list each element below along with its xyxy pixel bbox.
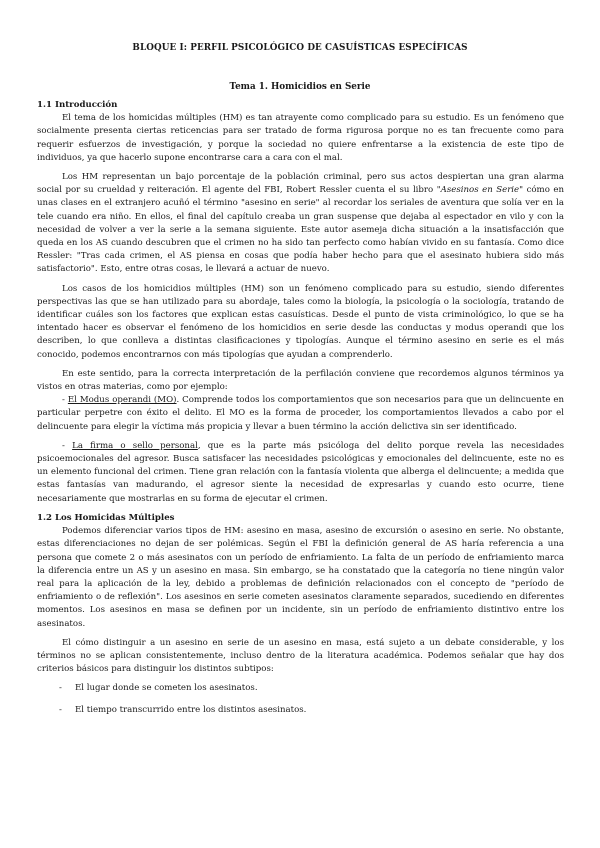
list-item-text: El tiempo transcurrido entre los distintos asesinatos. (75, 704, 307, 715)
criteria-list (37, 682, 564, 716)
definition-text: , que es la parte más psicóloga del delito porque revela las necesidades psicoemocionales del agresor. Busca satisfacer las necesidades psicológicas y emocionales del delincuente, este no es un elemento funcional del crimen. Tiene gran relación con la fantasía violenta que alberga el delincuente; a medida que estas fantasías van madurando, el agresor siente la necesidad de expresarlas y cuando esto ocurre, tiene necesariamente que mostrarlas en su forma de ejecutar el crimen. (37, 440, 565, 504)
definition-modus-operandi (37, 394, 564, 434)
document-body (37, 99, 564, 725)
paragraph-intro-2 (37, 171, 564, 277)
section-heading-homicidas-multiples: 1.2 Los Homicidas Múltiples (37, 512, 175, 523)
paragraph-intro-3: Los casos de los homicidios múltiples (HM) son un fenómeno complicado para su estudio, siendo diferentes perspectivas las que se han utilizado para su abordaje, tales como la biología, la psicología o la sociología, tratando de identificar cuáles son los factores que explican estas casuísticas. Desde el punto de vista criminológico, lo que se ha intentado hacer es observar el fenómeno de los homicidios en serie desde las conductas y modus operandi que los describen, lo que conlleva a distintas clasificaciones y tipologías. Aunque el término asesino en serie es el más conocido, podemos encontrarnos con más tipologías que ayudan a comprenderlo. (37, 283, 564, 360)
dash-mark: - (62, 440, 65, 451)
definition-text: . Comprende todos los comportamientos que son necesarios para que un delincuente en particular perpetre con éxito el delito. El MO es la forma de proceder, los comportamientos llevados a cabo por el delincuente para elegir la víctima más propicia y llevar a buen término la acción delictiva sin ser identificado. (37, 395, 564, 432)
dash-mark: - (59, 704, 62, 715)
paragraph-intro-1: El tema de los homicidas múltiples (HM) es tan atrayente como complicado para su estudio. Es un fenómeno que socialmente presenta ciertas reticencias para ser tratado de forma rigurosa porque no es tan frecuente como para requerir esfuerzos de investigación, y porque la sociedad no quiere enfrentarse a la existencia de este tipo de individuos, ya que hacerlo supone encontrarse cara a cara con el mal. (37, 113, 564, 163)
section-heading-introduccion: 1.1 Introducción (37, 100, 118, 110)
paragraph-text: Los HM representan un bajo porcentaje de la población criminal, pero sus actos despiertan una gran alarma social por su crueldad y reiteración. El agente del FBI, Robert Ressler cuenta el su libro (37, 172, 564, 196)
paragraph-hm-2: El cómo distinguir a un asesino en serie de un asesino en masa, está sujeto a un debate considerable, y los términos no se aplican consistentemente, incluso dentro de la literatura académica. Podemos señalar que hay dos criterios básicos para distinguir los distintos subtipos: (37, 637, 564, 675)
book-title: "Asesinos en Serie" (436, 185, 524, 196)
dash-mark: - (59, 683, 62, 694)
list-item (37, 704, 564, 717)
term-firma: La firma o sello personal (72, 440, 198, 451)
paragraph-hm-1: Podemos diferenciar varios tipos de HM: asesino en masa, asesino de excursión o asesino en serie. No obstante, estas diferenciaciones no dejan de ser polémicas. Según el FBI la definición general de AS haría referencia a una persona que comete 2 o más asesinatos con un período de enfriamiento. La falta de un período de enfriamiento marca la diferencia entre un AS y un asesino en masa. Sin embargo, se ha constatado que la categoría no tiene ningún valor real para la aplicación de la ley, debido a problemas de definición relacionados con el concepto de "período de enfriamiento o de reflexión". Los asesinos en serie cometen asesinatos claramente separados, sucediendo en diferentes momentos. Los asesinos en masa se definen por un incidente, sin un período de enfriamiento distintivo entre los asesinatos. (37, 526, 564, 629)
paragraph-intro-4: En este sentido, para la correcta interpretación de la perfilación conviene que recordemos algunos términos ya vistos en otras materias, como por ejemplo: (37, 368, 564, 393)
topic-title: Tema 1. Homicidios en Serie (229, 82, 371, 92)
paragraph-text: cómo en unas clases en el extranjero acuñó el término "asesino en serie" al recordar los seriales de aventura que solía ver en la tele cuando era niño. En ellos, el final del capítulo creaba un gran suspense que dejaba al espectador en vilo y con la necesidad de volver a ver la serie a la semana siguiente. Este autor asemeja dicha situación a la insatisfacción que queda en los AS cuando descubren que el crimen no ha sido tan perfecto como habían vivido en su fantasía. Como dice Ressler: "Tras cada crimen, el AS piensa en cosas que podía haber hecho para que el asesinato hubiera sido más satisfactorio". Esto, entre otras cosas, le llevará a actuar de nuevo. (37, 185, 564, 275)
document-title: BLOQUE I: PERFIL PSICOLÓGICO DE CASUÍSTICAS ESPECÍFICAS (132, 43, 468, 53)
definition-firma (37, 440, 564, 506)
list-item (37, 682, 564, 695)
dash-mark: - (62, 395, 65, 406)
term-modus-operandi: El Modus operandi (MO) (67, 395, 177, 406)
list-item-text: El lugar donde se cometen los asesinatos. (75, 683, 258, 694)
